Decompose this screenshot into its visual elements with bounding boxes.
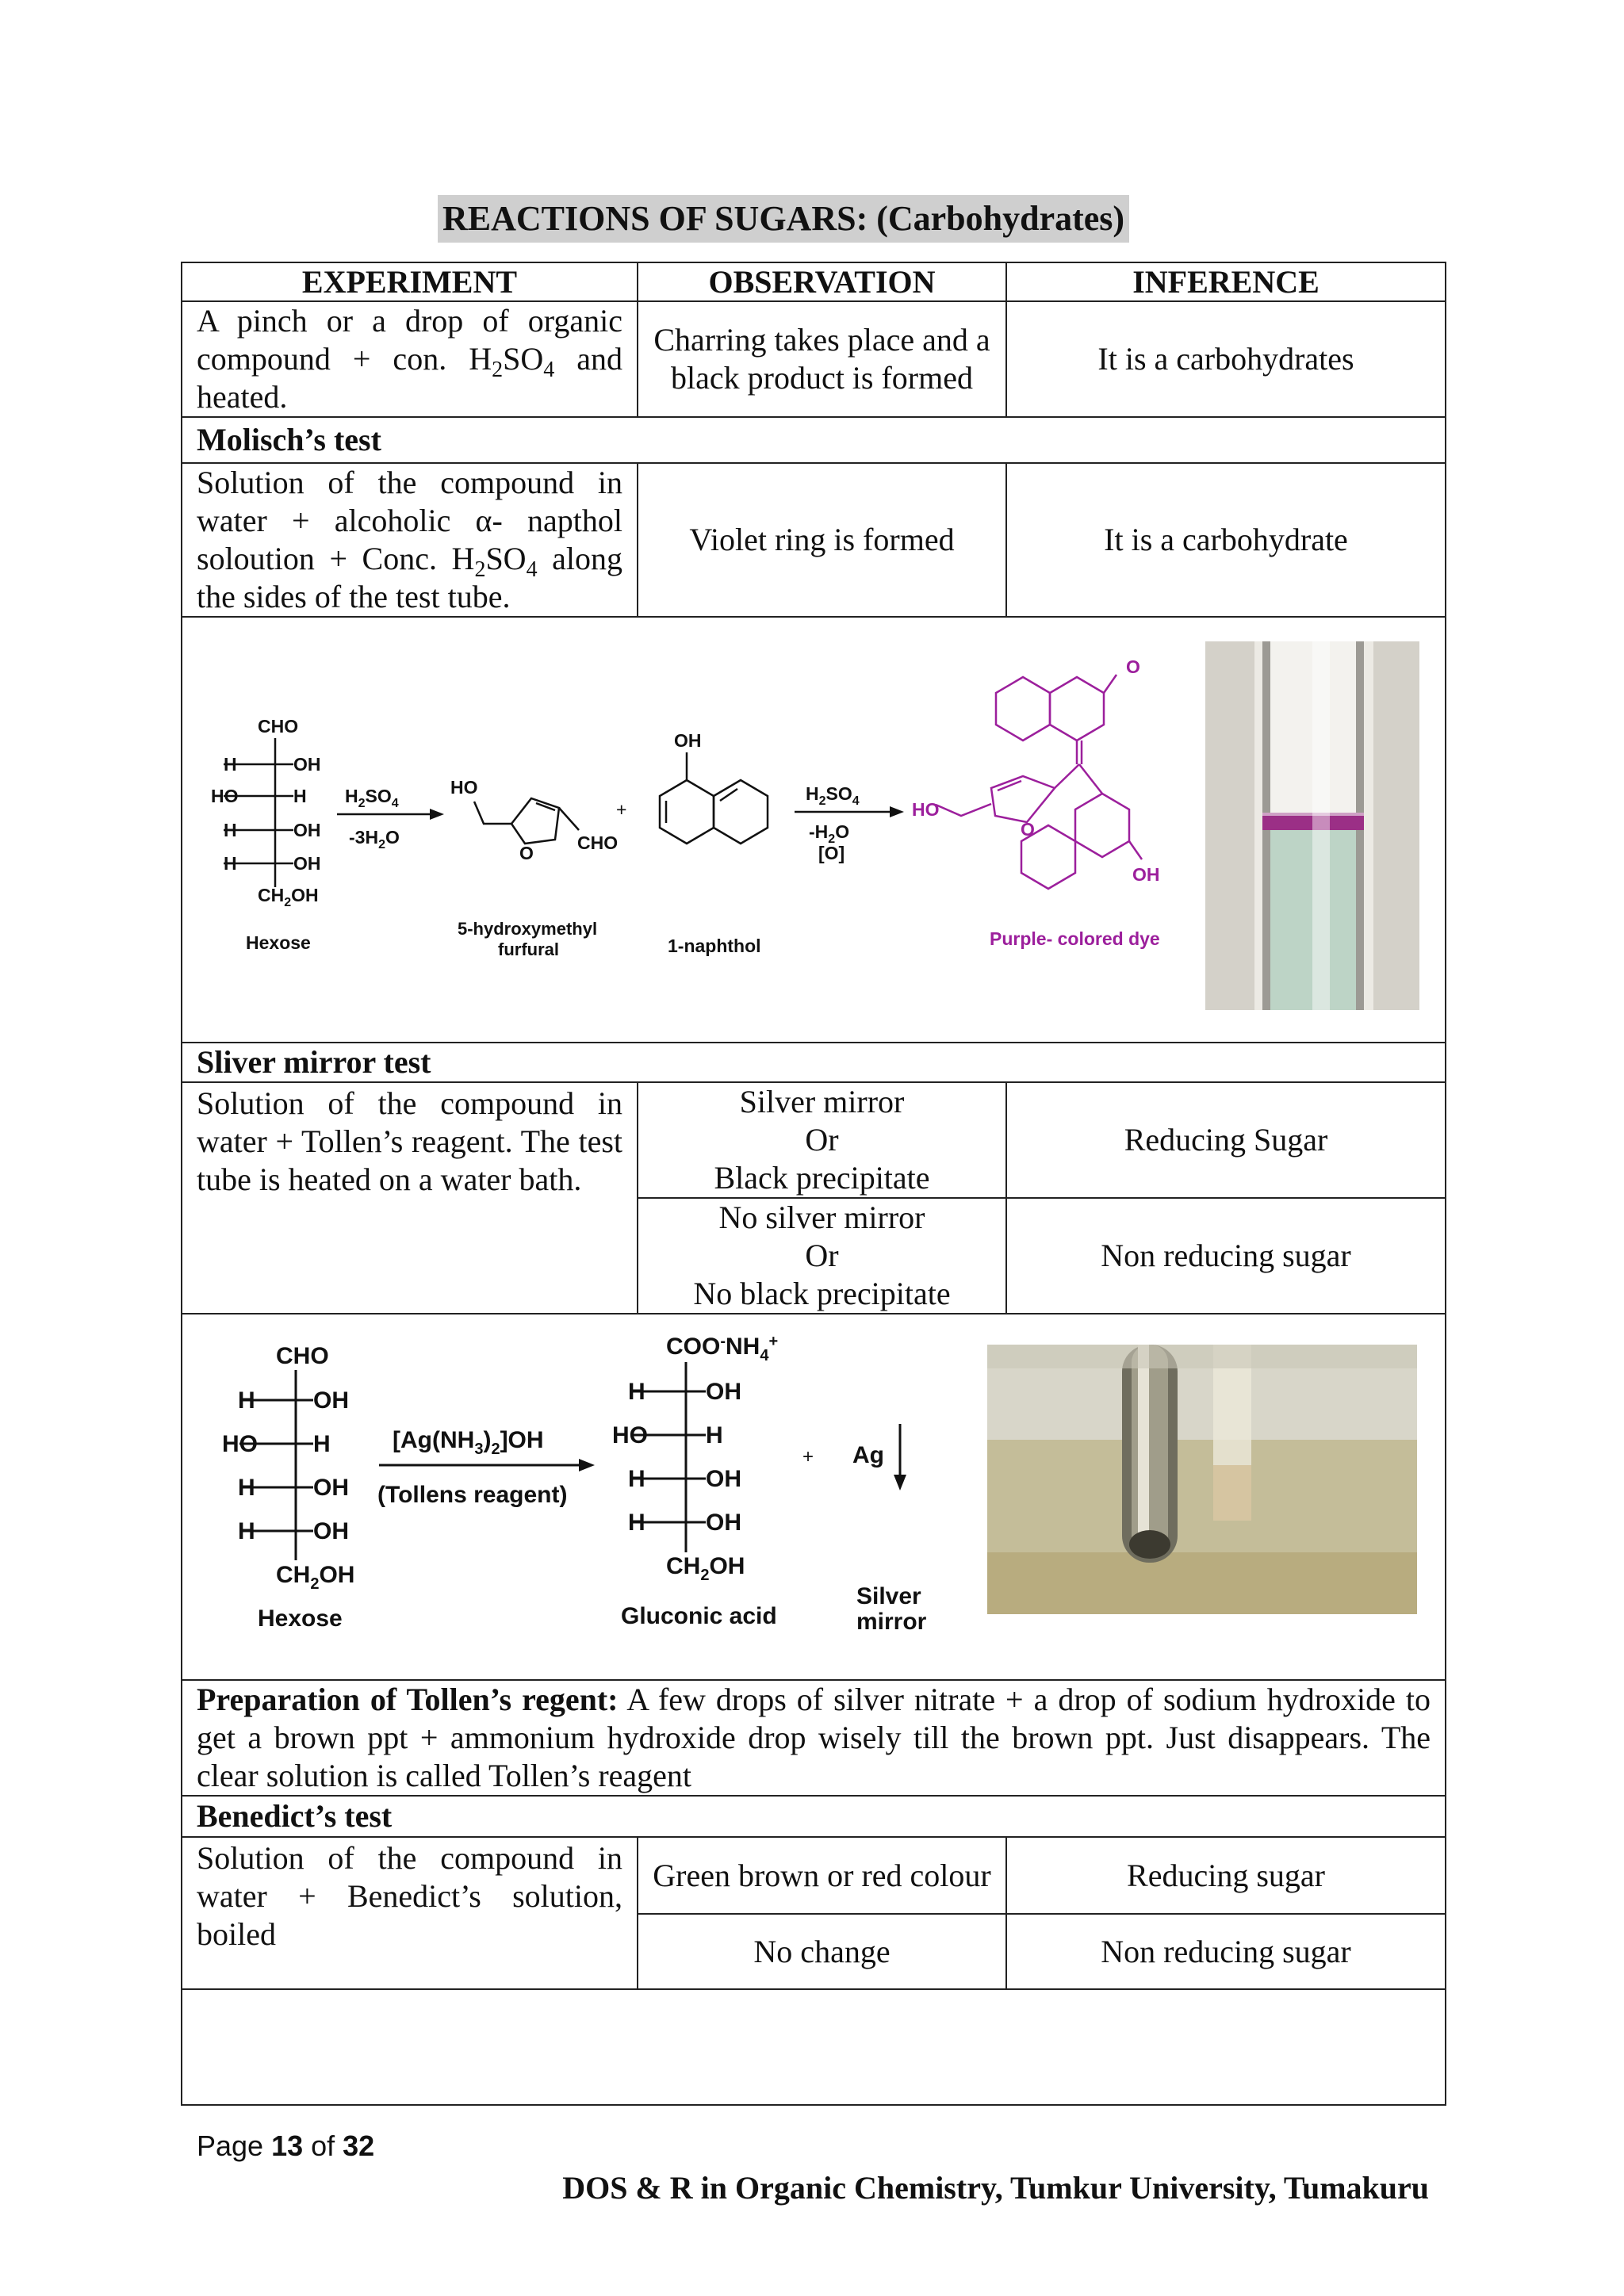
svg-text:H: H (628, 1379, 645, 1405)
hexose-ch2oh: $CH_2OH$ (258, 885, 319, 909)
silver-mirror-label-2: mirror (856, 1609, 927, 1635)
svg-text:CH2OH: $CH_2OH$ (276, 1562, 355, 1593)
svg-text:H: H (224, 820, 237, 840)
dye-label: Purple- colored dye (990, 928, 1160, 949)
silver-heading: Sliver mirror test (182, 1043, 1446, 1082)
reagent-h2so4: $H_2SO_4$ (345, 786, 399, 810)
gluconic-acid-label: Gluconic acid (621, 1603, 777, 1629)
tollens-hexose-label: Hexose (258, 1605, 343, 1632)
hmf-label-1: 5-hydroxymethyl (458, 919, 598, 939)
header-row (182, 262, 1446, 301)
svg-text:H: H (238, 1387, 255, 1414)
reagent2-oxidant: [O] (818, 843, 845, 863)
svg-text:H: H (313, 1431, 331, 1457)
svg-text:OH: OH (293, 853, 321, 874)
benedict-heading: Benedict’s test (182, 1796, 1446, 1837)
table-row (182, 1837, 1446, 1914)
svg-text:CH2OH: $CH_2OH$ (666, 1553, 745, 1584)
benedict-inference-1: Reducing sugar (1006, 1837, 1446, 1914)
svg-text:H: H (293, 786, 307, 806)
silver-experiment: Solution of the compound in water + Tollen’s reagent. The test tube is heated on a water bath. (182, 1082, 638, 1314)
purple-dye-structure (936, 675, 1142, 889)
tollens-reagent-label: (Tollens reagent) (377, 1482, 568, 1508)
plus-sign: + (616, 799, 627, 820)
svg-text:COO-NH4+: $COO^-NH_4^+$ (666, 1333, 779, 1364)
hexose-cho: CHO (258, 716, 299, 737)
silver-observation-2: No silver mirror Or No black precipitate (638, 1198, 1006, 1314)
svg-text:HO: HO (912, 799, 940, 820)
tollens-reaction-diagram (182, 1314, 1446, 1680)
svg-text:H: H (706, 1422, 723, 1448)
table-row (182, 1082, 1446, 1198)
hexose-h1: H (224, 754, 237, 775)
benedict-experiment: Solution of the compound in water + Benedict’s solution, boiled (182, 1837, 638, 1989)
svg-text:H: H (224, 853, 237, 874)
benedict-observation-1: Green brown or red colour (638, 1837, 1006, 1914)
silver-inference-1: Reducing Sugar (1006, 1082, 1446, 1198)
svg-text:OH: OH (293, 754, 321, 775)
svg-text:OH: OH (706, 1466, 741, 1492)
hmf-label-2: furfural (498, 939, 559, 959)
table-row (182, 463, 1446, 617)
svg-text:H: H (238, 1475, 255, 1501)
silver-mirror-label-1: Silver (856, 1583, 921, 1609)
svg-text:HO: HO (612, 1422, 648, 1448)
molisch-experiment: Solution of the compound in water + alcoholic α- napthol soloution + Conc. $H_2SO_4$ along the sides of the test tube. (182, 463, 638, 617)
table-row (182, 301, 1446, 417)
sugar-tests-table (181, 262, 1446, 2106)
empty-row (182, 1989, 1446, 2105)
molisch-reaction-svg (182, 618, 1446, 1034)
reagent2-h2so4: $H_2SO_4$ (806, 783, 860, 808)
page-title: REACTIONS OF SUGARS: (Carbohydrates) (438, 195, 1129, 243)
naphthol-label: 1-naphthol (668, 936, 761, 956)
svg-text:OH: OH (313, 1475, 349, 1501)
svg-text:O: O (519, 843, 534, 863)
svg-text:CHO: CHO (276, 1343, 329, 1369)
institution-footer: DOS & R in Organic Chemistry, Tumkur University, Tumakuru (562, 2170, 1429, 2206)
hexose-label: Hexose (246, 932, 311, 953)
naphthol-oh: OH (674, 730, 702, 751)
page-number: Page 13 of 32 (197, 2130, 375, 2162)
silver-mirror-photo (987, 1345, 1417, 1614)
molisch-test-tube-photo (1205, 641, 1419, 1010)
reagent2-water: $-H_2O$ (809, 821, 850, 846)
svg-text:OH: OH (313, 1387, 349, 1414)
svg-text:+: + (802, 1446, 814, 1468)
svg-text:HO: HO (450, 777, 478, 798)
svg-text:OH: OH (706, 1510, 741, 1536)
molisch-reaction-diagram (182, 617, 1446, 1043)
tollens-reaction-svg (182, 1314, 1446, 1671)
tollen-preparation-note: Preparation of Tollen’s regent: A few drops of silver nitrate + a drop of sodium hydroxide to get a brown ppt + ammonium hydroxide drop wisely till the brown ppt. Just disappears. The clear solution is called Tollen’s reagent (182, 1680, 1446, 1796)
row1-experiment: A pinch or a drop of organic compound + con. $H_2SO_4$ and heated. (182, 301, 638, 417)
row1-inference: It is a carbohydrates (1006, 301, 1446, 417)
svg-text:OH: OH (313, 1518, 349, 1544)
hexose-ho2: HO (211, 786, 239, 806)
reagent-minus-water: $-3H_2O$ (349, 827, 400, 851)
svg-text:O: O (1126, 656, 1140, 677)
silver-observation-1: Silver mirror Or Black precipitate (638, 1082, 1006, 1198)
tollens-reagent-formula: $[Ag(NH_3)_2]OH$ (393, 1427, 544, 1458)
molisch-heading: Molisch’s test (182, 417, 1446, 463)
svg-text:CHO: CHO (577, 832, 619, 853)
svg-text:OH: OH (706, 1379, 741, 1405)
svg-text:O: O (1021, 819, 1035, 840)
naphthol-structure (660, 752, 768, 844)
svg-text:HO: HO (222, 1431, 258, 1457)
svg-text:OH: OH (1132, 864, 1160, 885)
molisch-inference: It is a carbohydrate (1006, 463, 1446, 617)
header-experiment: EXPERIMENT (182, 262, 638, 301)
svg-text:H: H (628, 1510, 645, 1536)
benedict-inference-2: Non reducing sugar (1006, 1914, 1446, 1989)
svg-text:H: H (238, 1518, 255, 1544)
ag-label: Ag (852, 1442, 884, 1468)
svg-text:OH: OH (293, 820, 321, 840)
silver-inference-2: Non reducing sugar (1006, 1198, 1446, 1314)
molisch-observation: Violet ring is formed (638, 463, 1006, 617)
benedict-observation-2: No change (638, 1914, 1006, 1989)
row1-observation: Charring takes place and a black product is formed (638, 301, 1006, 417)
header-observation: OBSERVATION (638, 262, 1006, 301)
hmf-structure (474, 798, 579, 844)
svg-text:H: H (628, 1466, 645, 1492)
header-inference: INFERENCE (1006, 262, 1446, 301)
